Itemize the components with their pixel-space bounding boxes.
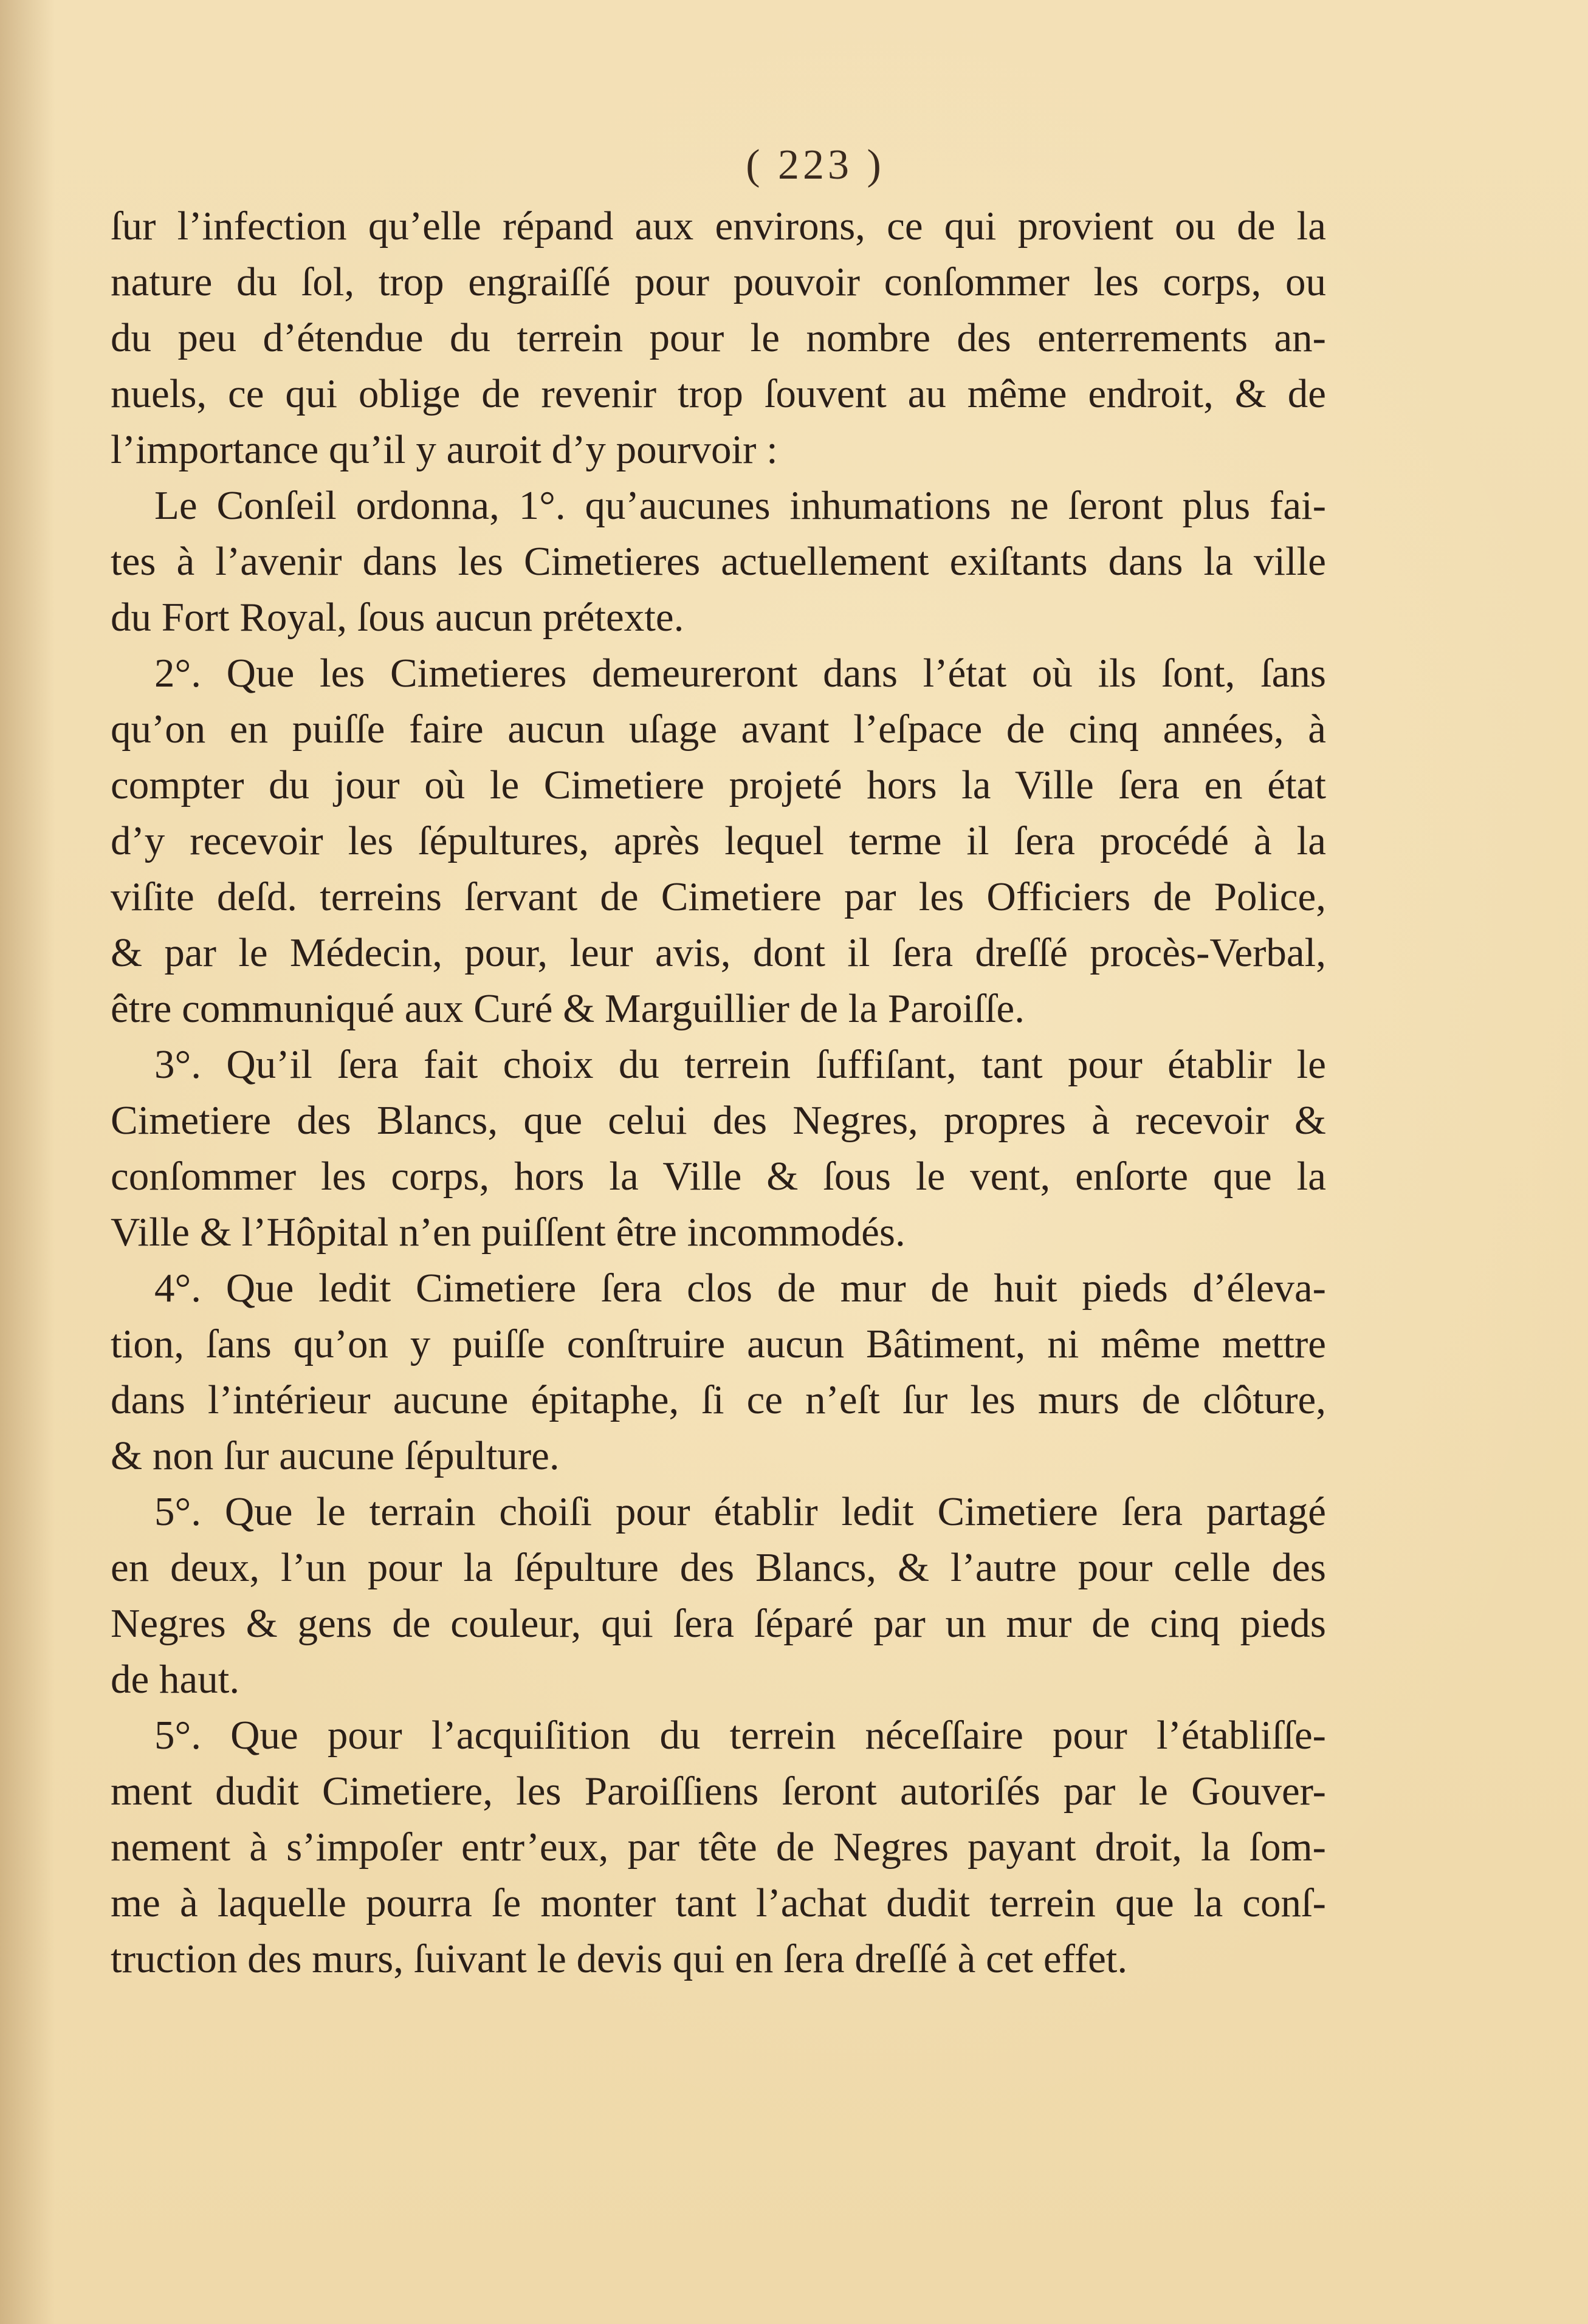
paragraph xyxy=(111,1037,1326,1260)
page-number: ( 223 ) xyxy=(746,142,885,188)
text-line: & par le Médecin, pour, leur avis, dont il ſera dreſſé procès-Verbal, xyxy=(111,930,1326,975)
text-line: du peu d’étendue du terrein pour le nombre des enterrements an- xyxy=(111,315,1326,360)
text-line: viſite deſd. terreins ſervant de Cimetiere par les Officiers de Police, xyxy=(111,874,1326,919)
text-line: Le Conſeil ordonna, 1°. qu’aucunes inhumations ne ſeront plus fai- xyxy=(154,483,1326,528)
text-line: Ville & l’Hôpital n’en puiſſent être incommodés. xyxy=(111,1210,906,1255)
text-line: ſur l’infection qu’elle répand aux environs, ce qui provient ou de la xyxy=(111,204,1326,249)
text-line: du Fort Royal, ſous aucun prétexte. xyxy=(111,595,684,640)
text-line: nature du ſol, trop engraiſſé pour pouvoir conſommer les corps, ou xyxy=(111,259,1326,304)
text-line: l’importance qu’il y auroit d’y pourvoir : xyxy=(111,427,778,472)
text-line: 4°. Que ledit Cimetiere ſera clos de mur de huit pieds d’éleva- xyxy=(154,1266,1326,1311)
text-line: me à laquelle pourra ſe monter tant l’achat dudit terrein que la conſ- xyxy=(111,1880,1326,1925)
text-line: compter du jour où le Cimetiere projeté hors la Ville ſera en état xyxy=(111,763,1326,807)
text-line: 3°. Qu’il ſera fait choix du terrein ſuffiſant, tant pour établir le xyxy=(154,1042,1326,1087)
text-line: d’y recevoir les ſépultures, après lequel terme il ſera procédé à la xyxy=(111,818,1326,863)
text-line: 5°. Que pour l’acquiſition du terrein néceſſaire pour l’établiſſe- xyxy=(154,1713,1326,1758)
body-text xyxy=(111,198,1326,1987)
paragraph xyxy=(111,198,1326,478)
text-line: être communiqué aux Curé & Marguillier de la Paroiſſe. xyxy=(111,986,1025,1031)
text-line: de haut. xyxy=(111,1657,240,1702)
text-line: dans l’intérieur aucune épitaphe, ſi ce n’eſt ſur les murs de clôture, xyxy=(111,1377,1326,1422)
text-line: 2°. Que les Cimetieres demeureront dans l’état où ils ſont, ſans xyxy=(154,651,1326,696)
paragraph xyxy=(111,478,1326,645)
text-line: Negres & gens de couleur, qui ſera ſéparé par un mur de cinq pieds xyxy=(111,1601,1326,1646)
text-line: tes à l’avenir dans les Cimetieres actuellement exiſtants dans la ville xyxy=(111,539,1326,584)
text-line: conſommer les corps, hors la Ville & ſous le vent, enſorte que la xyxy=(111,1154,1326,1199)
text-line: Cimetiere des Blancs, que celui des Negres, propres à recevoir & xyxy=(111,1098,1326,1143)
paragraph xyxy=(111,1484,1326,1707)
text-line: ment dudit Cimetiere, les Paroiſſiens ſeront autoriſés par le Gouver- xyxy=(111,1769,1326,1814)
text-line: 5°. Que le terrain choiſi pour établir ledit Cimetiere ſera partagé xyxy=(154,1489,1326,1534)
text-line: qu’on en puiſſe faire aucun uſage avant l’eſpace de cinq années, à xyxy=(111,707,1326,752)
paragraph xyxy=(111,1707,1326,1987)
text-line: truction des murs, ſuivant le devis qui en ſera dreſſé à cet effet. xyxy=(111,1936,1128,1981)
text-line: nuels, ce qui oblige de revenir trop ſouvent au même endroit, & de xyxy=(111,371,1326,416)
text-line: & non ſur aucune ſépulture. xyxy=(111,1433,560,1478)
text-line: en deux, l’un pour la ſépulture des Blancs, & l’autre pour celle des xyxy=(111,1545,1326,1590)
text-line: tion, ſans qu’on y puiſſe conſtruire aucun Bâtiment, ni même mettre xyxy=(111,1321,1326,1366)
paragraph xyxy=(111,645,1326,1037)
paragraph xyxy=(111,1260,1326,1484)
text-line: nement à s’impoſer entr’eux, par tête de Negres payant droit, la ſom- xyxy=(111,1825,1326,1870)
